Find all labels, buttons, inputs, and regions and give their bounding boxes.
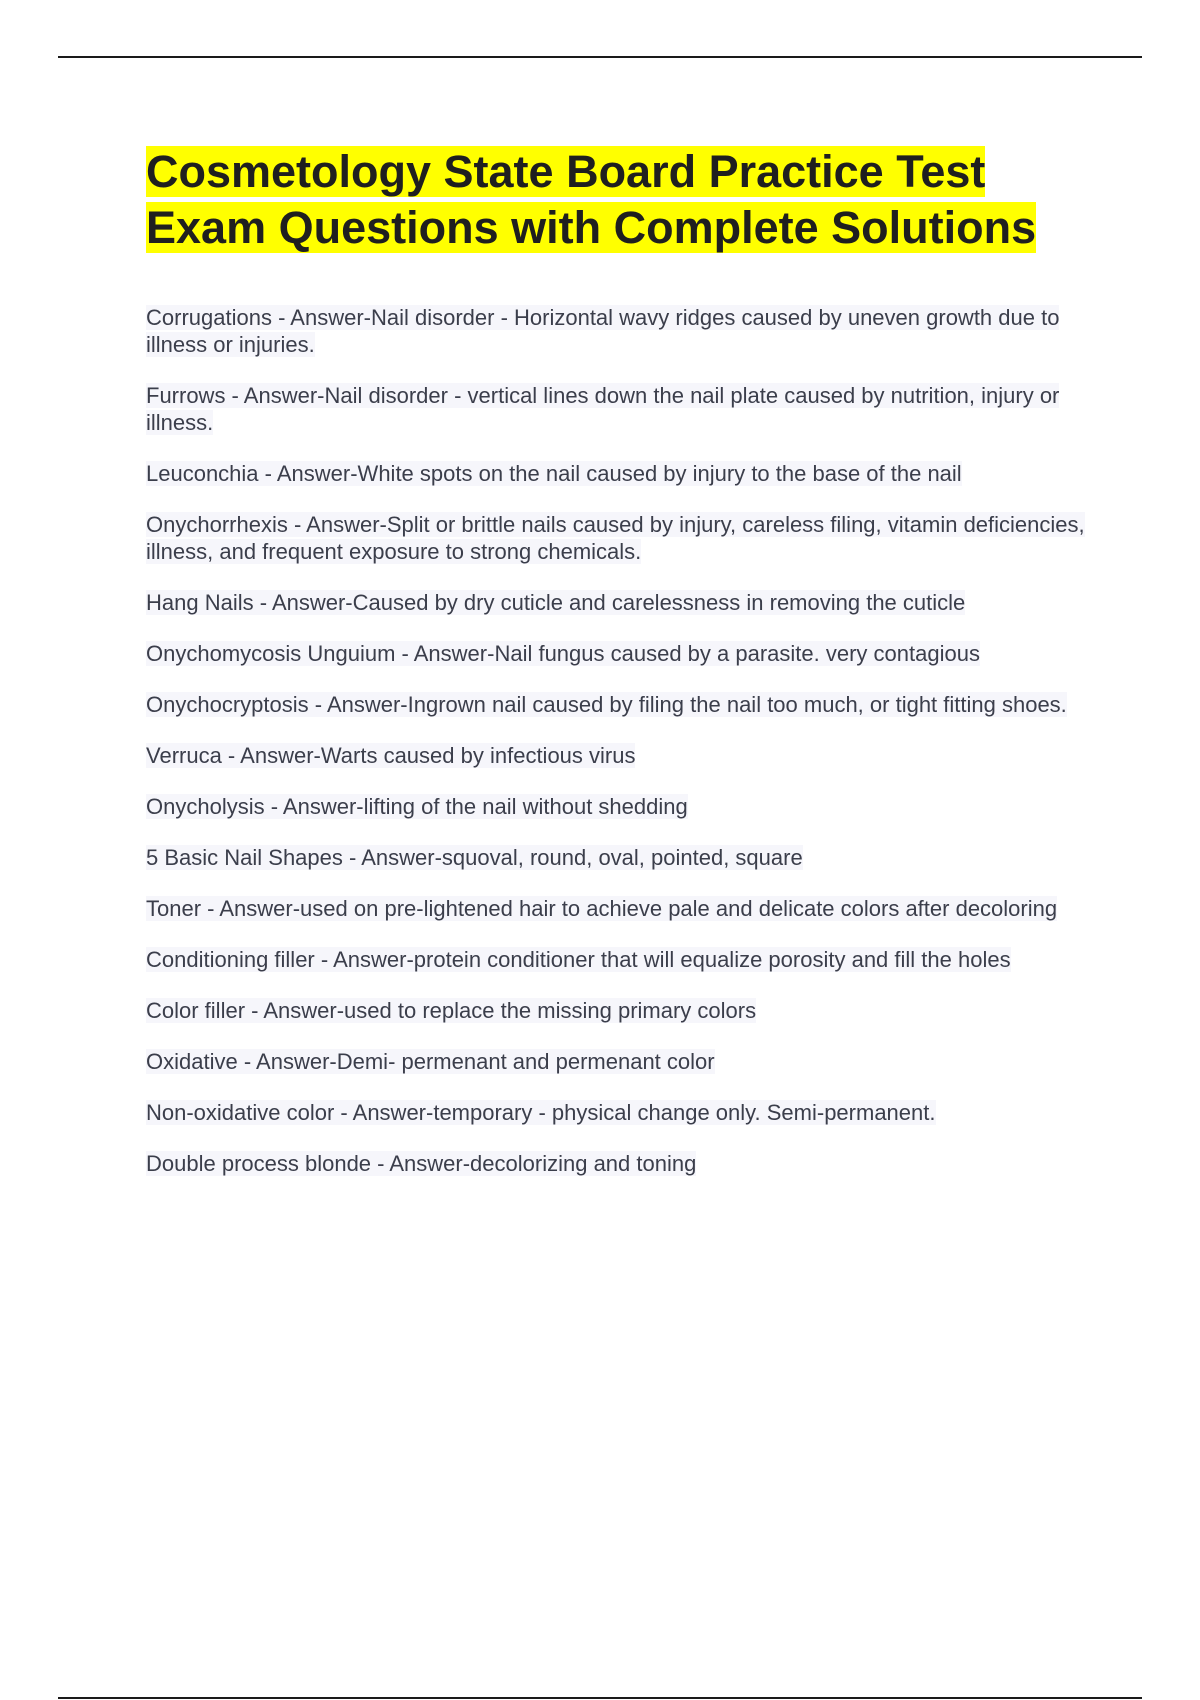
qa-entry xyxy=(146,1099,1086,1126)
qa-entry-text: Furrows - Answer-Nail disorder - vertical lines down the nail plate caused by nutrition, injury or illness. xyxy=(146,383,1060,435)
qa-entry xyxy=(146,691,1086,718)
document-body xyxy=(146,144,1086,1201)
qa-entry-text: Onychorrhexis - Answer-Split or brittle nails caused by injury, careless filing, vitamin deficiencies, illness, and frequent exposure to strong chemicals. xyxy=(146,512,1085,564)
qa-entry-text: Onychomycosis Unguium - Answer-Nail fungus caused by a parasite. very contagious xyxy=(146,641,980,666)
qa-entry xyxy=(146,793,1086,820)
qa-entry xyxy=(146,382,1086,436)
qa-entry-text: 5 Basic Nail Shapes - Answer-squoval, round, oval, pointed, square xyxy=(146,845,803,870)
qa-entry-text: Corrugations - Answer-Nail disorder - Horizontal wavy ridges caused by uneven growth due to illness or injuries. xyxy=(146,305,1060,357)
qa-entry xyxy=(146,304,1086,358)
qa-entry-text: Non-oxidative color - Answer-temporary - physical change only. Semi-permanent. xyxy=(146,1100,936,1125)
qa-entry-text: Verruca - Answer-Warts caused by infectious virus xyxy=(146,743,636,768)
qa-entry xyxy=(146,1048,1086,1075)
qa-entry xyxy=(146,997,1086,1024)
qa-entry-text: Onycholysis - Answer-lifting of the nail without shedding xyxy=(146,794,688,819)
qa-entry-text: Onychocryptosis - Answer-Ingrown nail caused by filing the nail too much, or tight fitting shoes. xyxy=(146,692,1067,717)
document-title xyxy=(146,144,1086,256)
qa-entry-text: Toner - Answer-used on pre-lightened hair to achieve pale and delicate colors after decoloring xyxy=(146,896,1058,921)
qa-entry xyxy=(146,742,1086,769)
bottom-rule xyxy=(58,1697,1142,1699)
qa-entry xyxy=(146,460,1086,487)
qa-entry-text: Conditioning filler - Answer-protein conditioner that will equalize porosity and fill the holes xyxy=(146,947,1011,972)
qa-entry-text: Double process blonde - Answer-decolorizing and toning xyxy=(146,1151,697,1176)
qa-entry xyxy=(146,589,1086,616)
qa-entry xyxy=(146,895,1086,922)
qa-entry-text: Leuconchia - Answer-White spots on the nail caused by injury to the base of the nail xyxy=(146,461,962,486)
qa-entry xyxy=(146,640,1086,667)
qa-entry xyxy=(146,1150,1086,1177)
qa-entry xyxy=(146,844,1086,871)
qa-entry xyxy=(146,946,1086,973)
document-title-text: Cosmetology State Board Practice Test Exam Questions with Complete Solutions xyxy=(146,146,1037,253)
top-rule xyxy=(58,56,1142,58)
qa-entry-text: Color filler - Answer-used to replace the missing primary colors xyxy=(146,998,757,1023)
qa-entry-text: Hang Nails - Answer-Caused by dry cuticle and carelessness in removing the cuticle xyxy=(146,590,966,615)
qa-entry-text: Oxidative - Answer-Demi- permenant and permenant color xyxy=(146,1049,715,1074)
qa-entry xyxy=(146,511,1086,565)
